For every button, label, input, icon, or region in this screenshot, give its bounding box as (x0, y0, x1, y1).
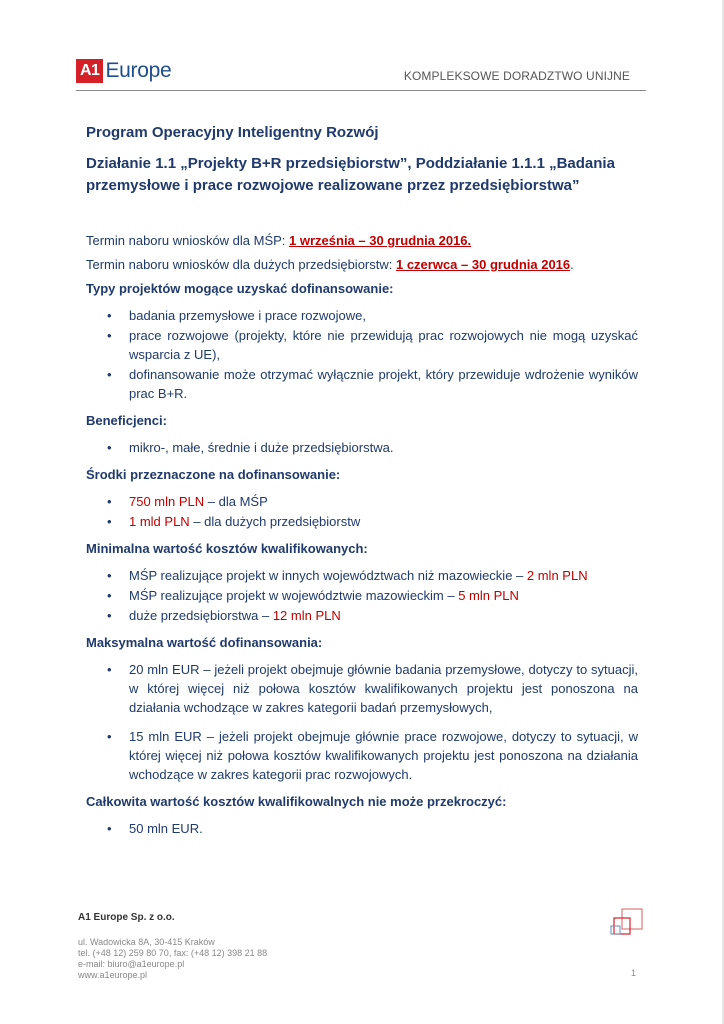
fund-amount: 1 mld PLN (129, 514, 190, 529)
min-costs-list (86, 566, 638, 625)
document-body (86, 124, 638, 848)
list-item: • 20 mln EUR – jeżeli projekt obejmuje głównie badania przemysłowe, dotyczy to sytuacji, w której więcej niż połowa kosztów kwalifikowanych projektu jest ponoszona na działania wchodzące w zakres kategorii badań przemysłowych, (129, 660, 638, 717)
list-item (129, 512, 638, 531)
program-title: Program Operacyjny Inteligentny Rozwój (86, 124, 379, 141)
section-funds: Środki przeznaczone na dofinansowanie: (86, 467, 341, 482)
page-footer (78, 912, 648, 981)
min-cost-amount: 2 mln PLN (526, 568, 588, 583)
beneficiaries-list (86, 438, 638, 457)
footer-logo-icon (610, 908, 646, 936)
list-item (129, 566, 638, 585)
list-item (129, 586, 638, 605)
list-item: • dofinansowanie może otrzymać wyłącznie projekt, który przewiduje wdrożenie wyników prac B+R. (129, 365, 638, 403)
list-item: • mikro-, małe, średnie i duże przedsiębiorstwa. (129, 438, 638, 457)
section-max-funding: Maksymalna wartość dofinansowania: (86, 635, 323, 650)
fund-target: – dla dużych przedsiębiorstw (189, 514, 361, 529)
footer-address: ul. Wadowicka 8A, 30-415 Kraków (78, 937, 215, 947)
page-number: 1 (630, 968, 636, 978)
list-item (129, 606, 638, 625)
min-cost-label: duże przedsiębiorstwa – (129, 608, 273, 623)
funds-list (86, 492, 638, 531)
section-total-cost: Całkowita wartość kosztów kwalifikowalnych nie może przekroczyć: (86, 794, 507, 809)
term-large-suffix: . (570, 257, 574, 272)
header-tagline: KOMPLEKSOWE DORADZTWO UNIJNE (403, 69, 630, 83)
fund-target: – dla MŚP (204, 494, 268, 509)
max-funding-list (86, 660, 638, 784)
term-large-date: 1 czerwca – 30 grudnia 2016 (395, 257, 571, 272)
action-title: Działanie 1.1 „Projekty B+R przedsiębiorstw”, Poddziałanie 1.1.1 „Badania przemysłowe i prace rozwojowe realizowane przez przedsiębiorstwa” (86, 155, 615, 194)
fund-amount: 750 mln PLN (129, 494, 205, 509)
list-item (129, 492, 638, 511)
header-divider (76, 90, 646, 91)
footer-company: A1 Europe Sp. z o.o. (78, 912, 175, 923)
term-sme-label: Termin naboru wniosków dla MŚP: (86, 233, 290, 248)
min-cost-amount: 12 mln PLN (272, 608, 341, 623)
list-item: • 50 mln EUR. (129, 819, 638, 838)
min-cost-label: MŚP realizujące projekt w województwie mazowieckim – (129, 588, 459, 603)
list-item: • prace rozwojowe (projekty, które nie przewidują prac rozwojowych nie mogą uzyskać wsparcia z UE), (129, 326, 638, 364)
footer-website: www.a1europe.pl (78, 970, 148, 980)
company-logo (76, 58, 171, 84)
term-sme-date: 1 września – 30 grudnia 2016. (289, 233, 472, 248)
footer-email: e-mail: biuro@a1europe.pl (78, 959, 185, 969)
min-cost-amount: 5 mln PLN (458, 588, 519, 603)
term-sme (86, 233, 638, 248)
term-large-label: Termin naboru wniosków dla dużych przedsiębiorstw: (86, 257, 396, 272)
logo-mark: A1 (76, 59, 103, 83)
project-types-list (86, 306, 638, 403)
footer-phone: tel. (+48 12) 259 80 70, fax: (+48 12) 398 21 88 (78, 948, 268, 958)
list-item: • badania przemysłowe i prace rozwojowe, (129, 306, 638, 325)
list-item: • 15 mln EUR – jeżeli projekt obejmuje głównie prace rozwojowe, dotyczy to sytuacji, w której więcej niż połowa kosztów kwalifikowanych projektu jest ponoszona na działania wchodzące w zakres kategorii prac rozwojowych. (129, 727, 638, 784)
section-project-types: Typy projektów mogące uzyskać dofinansowanie: (86, 281, 394, 296)
section-beneficiaries: Beneficjenci: (86, 413, 167, 428)
total-cost-list (86, 819, 638, 838)
min-cost-label: MŚP realizujące projekt w innych województwach niż mazowieckie – (129, 568, 527, 583)
section-min-costs: Minimalna wartość kosztów kwalifikowanych: (86, 541, 368, 556)
term-large (86, 257, 638, 272)
logo-text: Europe (105, 59, 172, 82)
